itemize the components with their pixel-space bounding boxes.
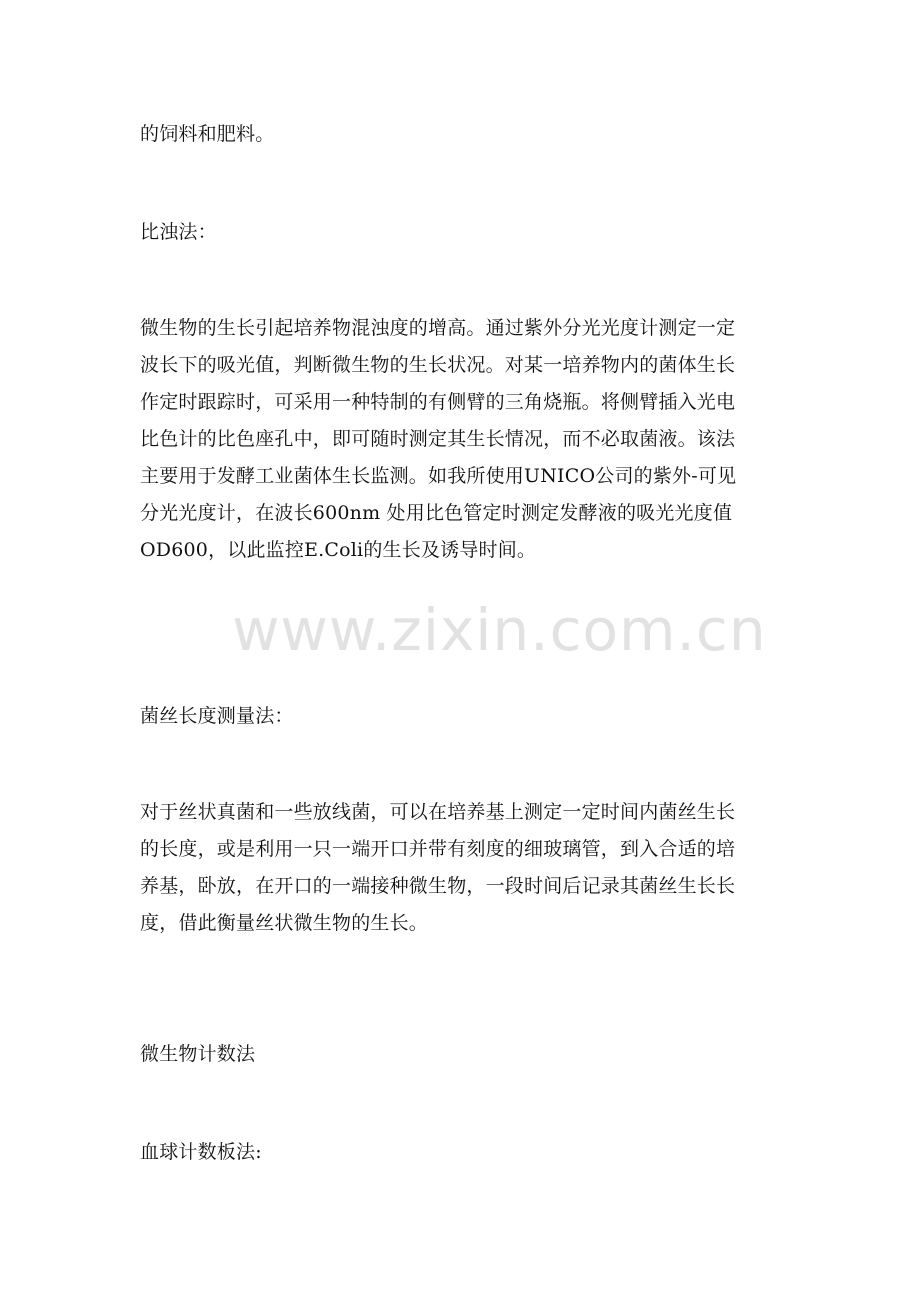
text-line: 作定时跟踪时，可采用一种特制的有侧臂的三角烧瓶。将侧臂插入光电 [140, 391, 736, 413]
text-line: 度，借此衡量丝状微生物的生长。 [140, 912, 429, 934]
watermark: www.zixin.com.cn [232, 596, 767, 664]
paragraph-end-fragment [140, 116, 780, 153]
paragraph-turbidity [140, 310, 780, 569]
heading-text: 菌丝长度测量法： [140, 705, 294, 727]
text-line: 分光光度计，在波长600nm 处用比色管定时测定发酵液的吸光光度值 [140, 502, 733, 524]
paragraph-hyphae [140, 794, 780, 942]
text-line: 主要用于发酵工业菌体生长监测。如我所使用UNICO公司的紫外-可见 [140, 465, 737, 487]
heading-text: 血球计数板法: [140, 1141, 262, 1163]
heading-text: 比浊法： [140, 221, 217, 243]
section-heading-hyphae [140, 698, 780, 735]
section-heading-turbidity [140, 214, 780, 251]
section-heading-hemocytometer [140, 1134, 780, 1171]
text-line: 的饲料和肥料。 [140, 123, 275, 145]
text-line: 对于丝状真菌和一些放线菌，可以在培养基上测定一定时间内菌丝生长 [140, 801, 736, 823]
section-heading-counting [140, 1036, 780, 1073]
text-line: 的长度，或是利用一只一端开口并带有刻度的细玻璃管，到入合适的培 [140, 838, 736, 860]
heading-text: 微生物计数法 [140, 1043, 256, 1065]
text-line: 微生物的生长引起培养物混浊度的增高。通过紫外分光光度计测定一定 [140, 317, 736, 339]
text-line: 养基，卧放，在开口的一端接种微生物，一段时间后记录其菌丝生长长 [140, 875, 736, 897]
text-line: OD600，以此监控E.Coli的生长及诱导时间。 [140, 539, 537, 561]
text-line: 比色计的比色座孔中，即可随时测定其生长情况，而不必取菌液。该法 [140, 428, 736, 450]
text-line: 波长下的吸光值，判断微生物的生长状况。对某一培养物内的菌体生长 [140, 354, 736, 376]
